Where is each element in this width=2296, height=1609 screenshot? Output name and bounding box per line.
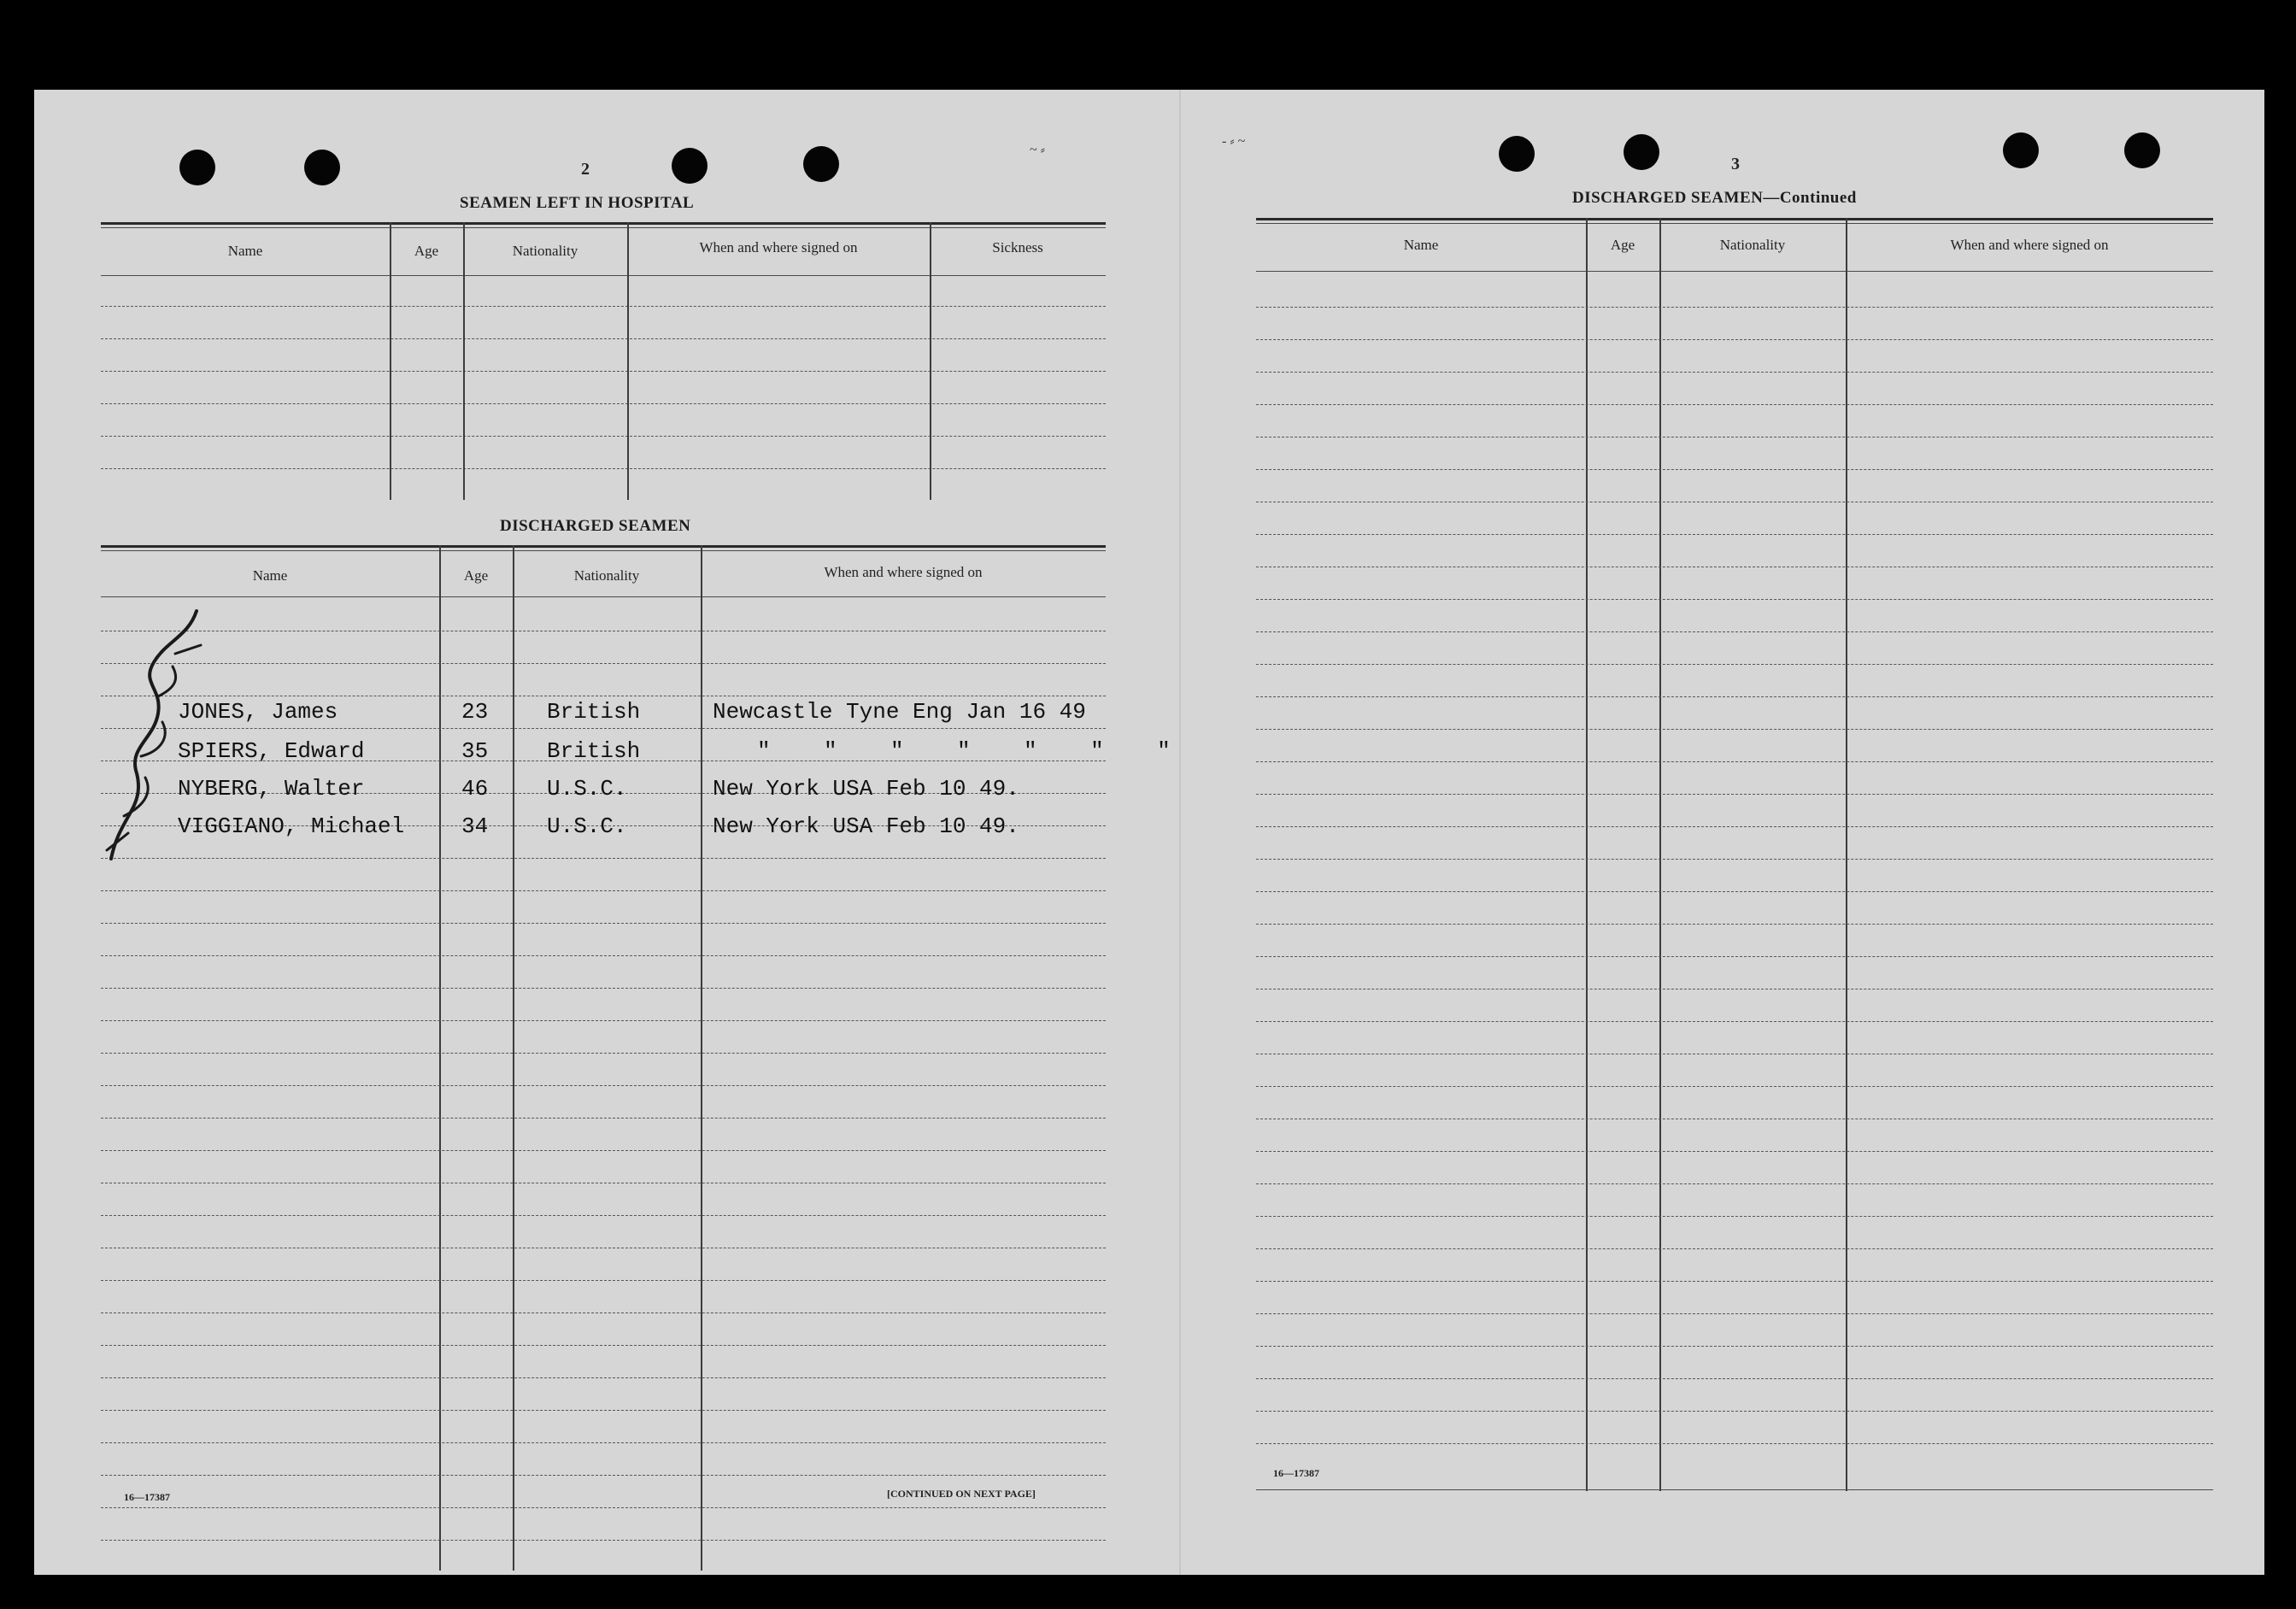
ruled-line bbox=[1256, 924, 2213, 925]
ruled-line bbox=[1256, 794, 2213, 795]
ruled-line bbox=[1256, 631, 2213, 632]
ruled-line bbox=[101, 306, 1106, 307]
ruled-line bbox=[101, 923, 1106, 924]
table-bottom-rule bbox=[1256, 1489, 2213, 1490]
ruled-line bbox=[1256, 307, 2213, 308]
column-divider bbox=[513, 545, 514, 1571]
ruled-line bbox=[1256, 1378, 2213, 1379]
column-header-nationality: Nationality bbox=[512, 243, 578, 259]
column-divider bbox=[390, 222, 391, 500]
seaman-name: VIGGIANO, Michael bbox=[178, 813, 405, 839]
table-rule bbox=[1256, 218, 2213, 220]
seaman-signed-on: New York USA Feb 10 49. bbox=[713, 776, 1019, 802]
ruled-line bbox=[1256, 1216, 2213, 1217]
table-rule bbox=[1256, 271, 2213, 272]
scan-mark: ~ ⸗ bbox=[1030, 143, 1045, 157]
column-header-nationality: Nationality bbox=[573, 567, 640, 584]
ruled-line bbox=[101, 1475, 1106, 1476]
ruled-line bbox=[1256, 891, 2213, 892]
seaman-nationality: British bbox=[547, 699, 641, 725]
page-number: 2 bbox=[581, 160, 590, 179]
ruled-line bbox=[1256, 859, 2213, 860]
ruled-line bbox=[101, 1540, 1106, 1541]
ruled-line bbox=[101, 436, 1106, 437]
ruled-line bbox=[101, 1215, 1106, 1216]
seaman-nationality: U.S.C. bbox=[547, 776, 627, 802]
ruled-line bbox=[1256, 1443, 2213, 1444]
column-header-signed-on: When and where signed on bbox=[699, 239, 858, 255]
right-page bbox=[1179, 90, 2264, 1575]
column-divider bbox=[1846, 218, 1847, 1491]
form-code: 16—17387 bbox=[124, 1491, 170, 1503]
ruled-line bbox=[101, 1085, 1106, 1086]
ruled-line bbox=[1256, 339, 2213, 340]
ruled-line bbox=[1256, 372, 2213, 373]
seaman-age: 35 bbox=[461, 738, 489, 764]
hospital-section-title: SEAMEN LEFT IN HOSPITAL bbox=[460, 194, 695, 212]
ruled-line bbox=[101, 1345, 1106, 1346]
table-rule bbox=[101, 227, 1106, 228]
seaman-nationality: U.S.C. bbox=[547, 813, 627, 839]
ruled-line bbox=[1256, 826, 2213, 827]
column-header-age: Age bbox=[1610, 237, 1635, 253]
column-header-signed-on: When and where signed on bbox=[824, 564, 983, 580]
ruled-line bbox=[101, 663, 1106, 664]
ruled-line bbox=[1256, 729, 2213, 730]
left-page bbox=[34, 90, 1179, 1575]
ruled-line bbox=[101, 1442, 1106, 1443]
ruled-line bbox=[101, 728, 1106, 729]
ruled-line bbox=[101, 403, 1106, 404]
handwritten-signature bbox=[94, 602, 214, 876]
seaman-name: NYBERG, Walter bbox=[178, 776, 365, 802]
discharged-section-title: DISCHARGED SEAMEN bbox=[500, 517, 691, 535]
column-divider bbox=[1586, 218, 1588, 1491]
seaman-age: 34 bbox=[461, 813, 489, 839]
ruled-line bbox=[101, 1280, 1106, 1281]
seaman-name: JONES, James bbox=[178, 699, 338, 725]
ruled-line bbox=[1256, 696, 2213, 697]
ruled-line bbox=[1256, 956, 2213, 957]
ruled-line bbox=[1256, 469, 2213, 470]
page-number: 3 bbox=[1731, 155, 1740, 173]
table-rule bbox=[101, 275, 1106, 276]
table-rule bbox=[1256, 223, 2213, 224]
ruled-line bbox=[101, 1020, 1106, 1021]
ruled-line bbox=[1256, 664, 2213, 665]
table-rule bbox=[101, 596, 1106, 597]
ruled-line bbox=[101, 468, 1106, 469]
seaman-nationality: British bbox=[547, 738, 641, 764]
ruled-line bbox=[1256, 1346, 2213, 1347]
scan-mark: - ⸗ ~ bbox=[1222, 134, 1246, 149]
ruled-line bbox=[1256, 1151, 2213, 1152]
ruled-line bbox=[101, 1377, 1106, 1378]
discharged-continued-title: DISCHARGED SEAMEN—Continued bbox=[1572, 189, 1857, 207]
column-header-age: Age bbox=[463, 567, 489, 584]
column-header-signed-on: When and where signed on bbox=[1950, 237, 2109, 253]
discharged-continued-table bbox=[1256, 218, 2213, 1491]
ruled-line bbox=[1256, 599, 2213, 600]
column-divider bbox=[463, 222, 465, 500]
form-code: 16—17387 bbox=[1273, 1467, 1319, 1479]
ruled-line bbox=[101, 1118, 1106, 1119]
ruled-line bbox=[1256, 1411, 2213, 1412]
ruled-line bbox=[101, 1410, 1106, 1411]
ruled-line bbox=[101, 955, 1106, 956]
table-rule bbox=[101, 222, 1106, 225]
ruled-line bbox=[1256, 761, 2213, 762]
seaman-age: 23 bbox=[461, 699, 489, 725]
table-rule bbox=[101, 545, 1106, 548]
ruled-line bbox=[101, 988, 1106, 989]
ruled-line bbox=[1256, 1313, 2213, 1314]
ruled-line bbox=[1256, 404, 2213, 405]
column-divider bbox=[439, 545, 441, 1571]
ruled-line bbox=[101, 338, 1106, 339]
column-divider bbox=[701, 545, 702, 1571]
ruled-line bbox=[1256, 1248, 2213, 1249]
column-header-age: Age bbox=[414, 243, 439, 259]
seaman-signed-on: " " " " " " " bbox=[757, 738, 1171, 764]
column-divider bbox=[1659, 218, 1661, 1491]
continued-note: [CONTINUED ON NEXT PAGE] bbox=[887, 1488, 1036, 1500]
ruled-line bbox=[1256, 534, 2213, 535]
ruled-line bbox=[1256, 1086, 2213, 1087]
ruled-line bbox=[101, 371, 1106, 372]
paper-sheet bbox=[34, 90, 2264, 1575]
column-header-name: Name bbox=[252, 567, 288, 584]
seaman-signed-on: New York USA Feb 10 49. bbox=[713, 813, 1019, 839]
column-header-name: Name bbox=[227, 243, 263, 259]
column-divider bbox=[930, 222, 931, 500]
table-rule bbox=[101, 550, 1106, 551]
ruled-line bbox=[1256, 1281, 2213, 1282]
ruled-line bbox=[101, 1053, 1106, 1054]
hospital-table bbox=[101, 222, 1106, 500]
ruled-line bbox=[101, 890, 1106, 891]
ruled-line bbox=[101, 1150, 1106, 1151]
discharged-table bbox=[101, 545, 1171, 1571]
column-header-sickness: Sickness bbox=[992, 239, 1043, 255]
ruled-line bbox=[101, 1312, 1106, 1313]
seaman-name: SPIERS, Edward bbox=[178, 738, 365, 764]
ruled-line bbox=[1256, 1183, 2213, 1184]
seaman-age: 46 bbox=[461, 776, 489, 802]
seaman-signed-on: Newcastle Tyne Eng Jan 16 49 bbox=[713, 699, 1086, 725]
column-header-nationality: Nationality bbox=[1719, 237, 1786, 253]
column-divider bbox=[627, 222, 629, 500]
ruled-line bbox=[101, 858, 1106, 859]
column-header-name: Name bbox=[1403, 237, 1439, 253]
ruled-line bbox=[101, 1507, 1106, 1508]
ruled-line bbox=[1256, 1021, 2213, 1022]
